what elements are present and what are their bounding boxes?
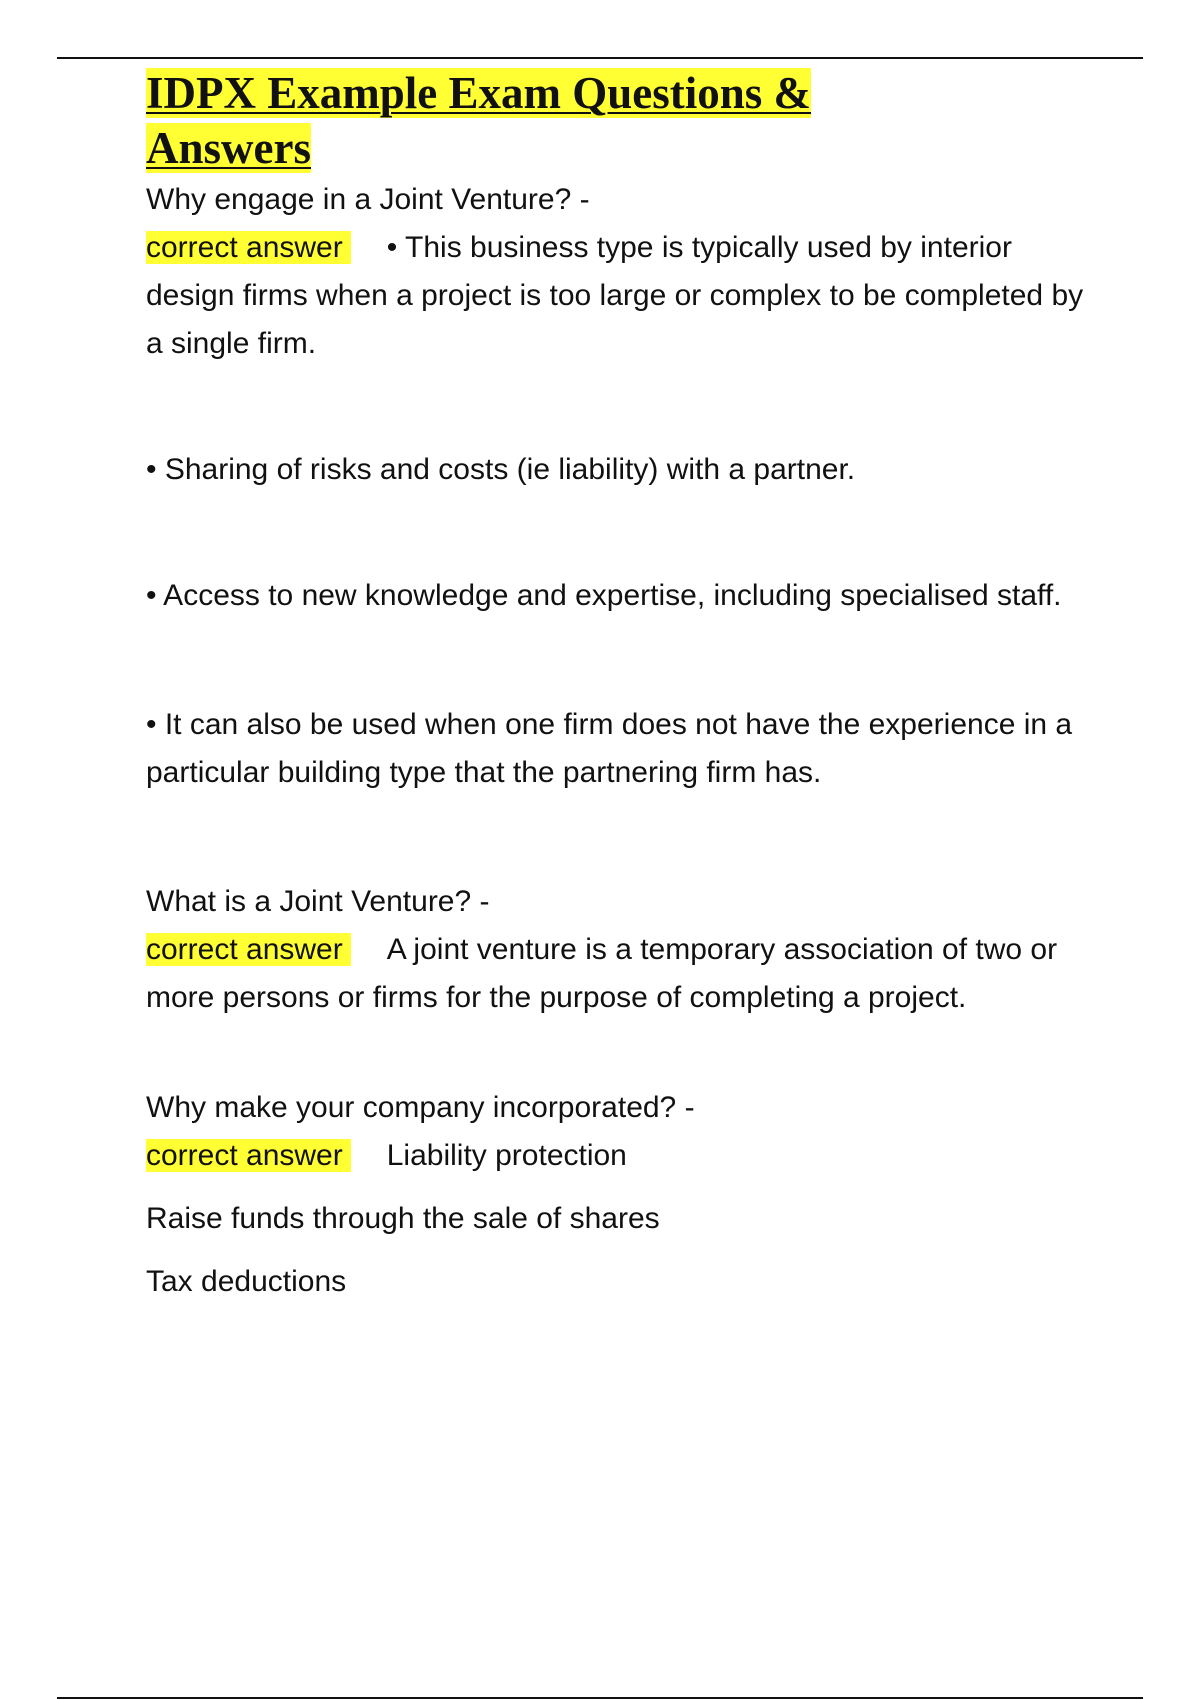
answer-label: correct answer	[146, 933, 351, 966]
question-1: Why engage in a Joint Venture? -	[146, 183, 590, 216]
top-rule	[57, 57, 1143, 59]
answer-3-line-2: Raise funds through the sale of shares	[146, 1202, 660, 1235]
answer-3	[146, 1132, 1106, 1180]
answer-1-bullet-3: • It can also be used when one firm does not have the experience in a particular building type that the partnering firm has.	[146, 708, 1073, 789]
answer-1-text: • This business type is typically used by interior design firms when a project is too large or complex to be completed by a single firm.	[146, 231, 1084, 360]
document-title: IDPX Example Exam Questions & Answers	[146, 68, 812, 173]
bottom-rule	[57, 1697, 1143, 1699]
answer-label: correct answer	[146, 231, 351, 264]
answer-1	[146, 224, 1106, 368]
question-3: Why make your company incorporated? -	[146, 1091, 695, 1124]
answer-2-text: A joint venture is a temporary association of two or more persons or firms for the purpose of completing a project.	[146, 933, 1058, 1014]
question-2: What is a Joint Venture? -	[146, 885, 490, 918]
document-body	[146, 66, 1106, 1306]
answer-3-line-3: Tax deductions	[146, 1265, 347, 1298]
answer-label: correct answer	[146, 1139, 351, 1172]
answer-2	[146, 926, 1106, 1022]
answer-1-bullet-2: • Access to new knowledge and expertise, including specialised staff.	[146, 579, 1062, 612]
answer-3-text: Liability protection	[386, 1139, 627, 1172]
answer-1-bullet-1: • Sharing of risks and costs (ie liability) with a partner.	[146, 453, 856, 486]
